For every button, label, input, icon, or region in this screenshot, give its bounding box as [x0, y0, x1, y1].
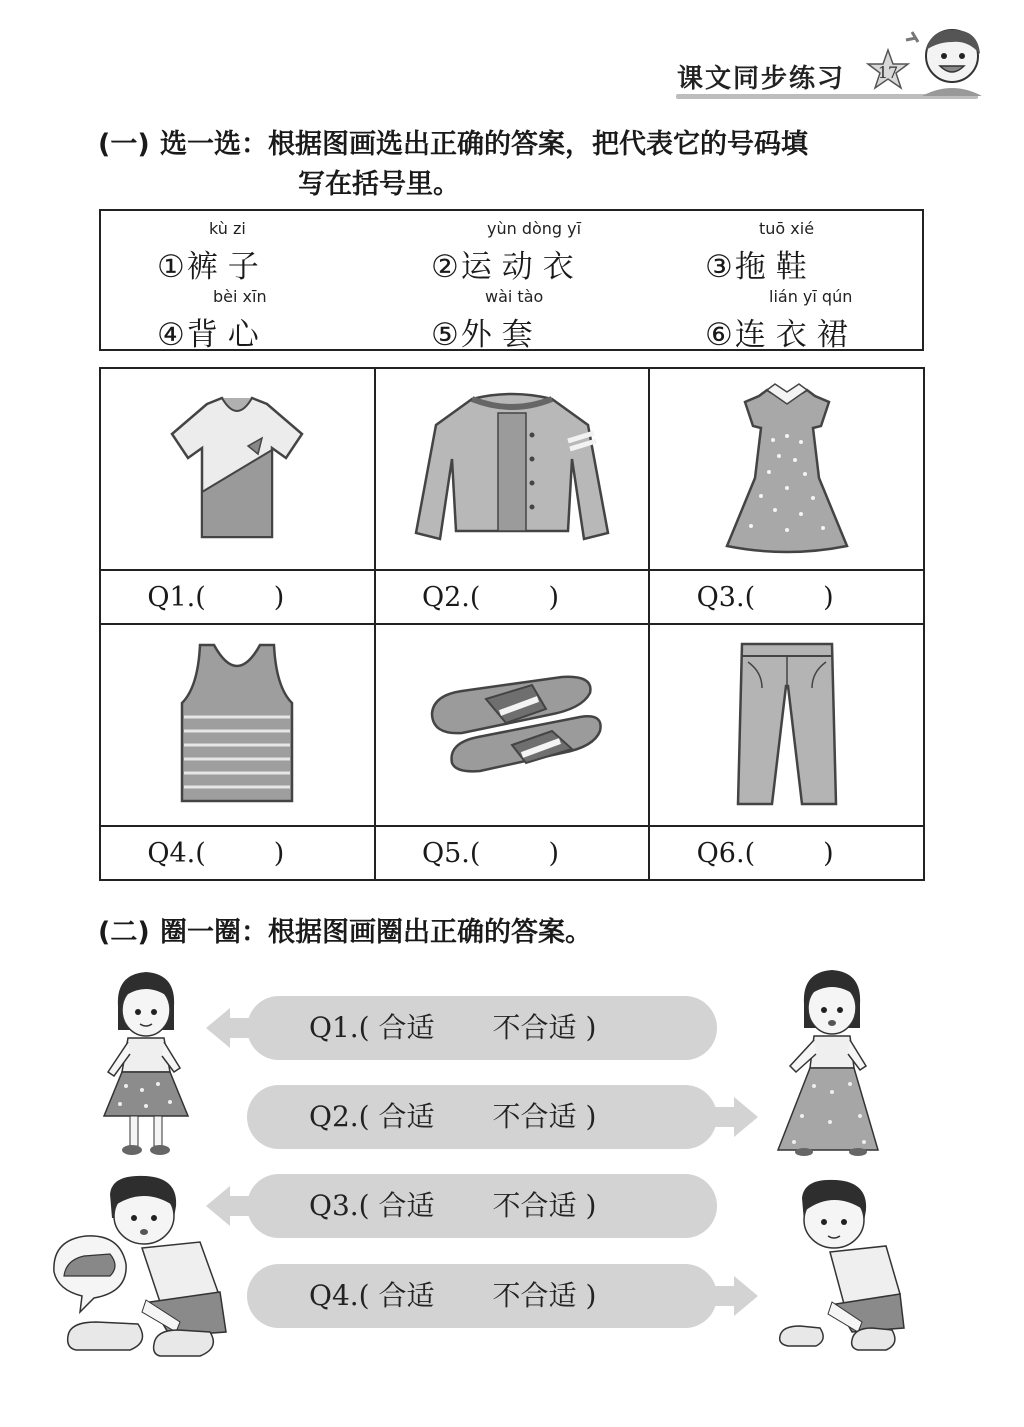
option-fits[interactable]: 合适	[378, 1100, 435, 1133]
vocab-word: 连衣裙	[734, 317, 858, 353]
arrow-right-icon	[708, 1097, 758, 1137]
vocab-number: ①	[157, 249, 185, 285]
question-label: Q2.	[421, 581, 470, 613]
vocab-word: 运动衣	[460, 249, 584, 285]
question-label: Q1.	[147, 581, 196, 613]
answer-cell[interactable]: Q6.( )	[649, 826, 924, 880]
vocab-pinyin: kù zi	[209, 219, 246, 238]
girl-short-skirt-icon	[96, 968, 196, 1158]
fit-question-pill[interactable]: Q1.( 合适 不合适 )	[247, 996, 717, 1060]
picture-cell	[375, 624, 650, 826]
question-label: Q4.	[147, 837, 196, 869]
vocabulary-box	[99, 209, 924, 351]
fit-question-pill[interactable]: Q3.( 合适 不合适 )	[247, 1174, 717, 1238]
option-fits[interactable]: 合适	[378, 1279, 435, 1312]
girl-long-skirt-icon	[774, 966, 884, 1158]
picture-cell	[375, 368, 650, 570]
dress-icon	[717, 380, 857, 555]
vocab-word: 外套	[460, 317, 543, 353]
slippers-icon	[422, 673, 602, 773]
section-2-instruction: 圈一圈：根据图画圈出正确的答案。	[160, 917, 592, 948]
vocab-pinyin: bèi xīn	[213, 287, 267, 306]
question-label: Q3.	[309, 1189, 359, 1222]
boy-tying-shoes-icon	[776, 1176, 906, 1354]
answer-cell[interactable]: Q5.( )	[375, 826, 650, 880]
answer-cell[interactable]: Q3.( )	[649, 570, 924, 624]
vocab-word: 裤子	[186, 249, 269, 285]
arrow-right-icon	[708, 1276, 758, 1316]
option-fits[interactable]: 合适	[378, 1011, 435, 1044]
t-shirt-icon	[162, 392, 312, 542]
option-not-fit[interactable]: 不合适	[492, 1100, 577, 1133]
vocab-pinyin: tuō xié	[759, 219, 815, 238]
question-label: Q3.	[696, 581, 745, 613]
picture-cell	[100, 368, 375, 570]
section-1-instruction-line1: 选一选：根据图画选出正确的答案，把代表它的号码填	[160, 129, 808, 160]
picture-cell	[649, 624, 924, 826]
fit-question-pill[interactable]: Q2.( 合适 不合适 )	[247, 1085, 717, 1149]
trousers-icon	[732, 638, 842, 808]
boy-tying-big-shoes-icon	[50, 1172, 228, 1364]
option-not-fit[interactable]: 不合适	[492, 1279, 577, 1312]
section-2-title	[98, 913, 592, 953]
question-label: Q4.	[309, 1279, 359, 1312]
jacket-icon	[412, 385, 612, 550]
page-number: 17	[877, 63, 899, 82]
picture-cell	[100, 624, 375, 826]
question-label: Q5.	[421, 837, 470, 869]
option-fits[interactable]: 合适	[378, 1189, 435, 1222]
picture-cell	[649, 368, 924, 570]
fit-question-pill[interactable]: Q4.( 合适 不合适 )	[247, 1264, 717, 1328]
question-label: Q6.	[696, 837, 745, 869]
mascot-boy-icon	[902, 22, 986, 96]
section-1-title	[98, 125, 808, 165]
vocab-number: ⑤	[431, 317, 459, 353]
question-label: Q1.	[309, 1011, 359, 1044]
answer-cell[interactable]: Q2.( )	[375, 570, 650, 624]
vocab-number: ③	[705, 249, 733, 285]
vocab-pinyin: lián yī qún	[769, 287, 853, 306]
workbook-title: 课文同步练习	[677, 64, 846, 94]
tank-top-icon	[172, 641, 302, 806]
answer-cell[interactable]: Q4.( )	[100, 826, 375, 880]
option-not-fit[interactable]: 不合适	[492, 1011, 577, 1044]
section-1-number: (一)	[98, 129, 150, 160]
option-not-fit[interactable]: 不合适	[492, 1189, 577, 1222]
vocab-number: ⑥	[705, 317, 733, 353]
question-label: Q2.	[309, 1100, 359, 1133]
clothing-question-grid	[99, 367, 925, 881]
vocab-pinyin: wài tào	[485, 287, 544, 306]
vocab-number: ②	[431, 249, 459, 285]
vocab-word: 背心	[186, 317, 269, 353]
section-2-number: (二)	[98, 917, 150, 948]
vocab-word: 拖鞋	[734, 249, 817, 285]
answer-cell[interactable]: Q1.( )	[100, 570, 375, 624]
vocab-number: ④	[157, 317, 185, 353]
section-1-instruction-line2: 写在括号里。	[298, 169, 460, 200]
vocab-pinyin: yùn dòng yī	[487, 219, 582, 238]
